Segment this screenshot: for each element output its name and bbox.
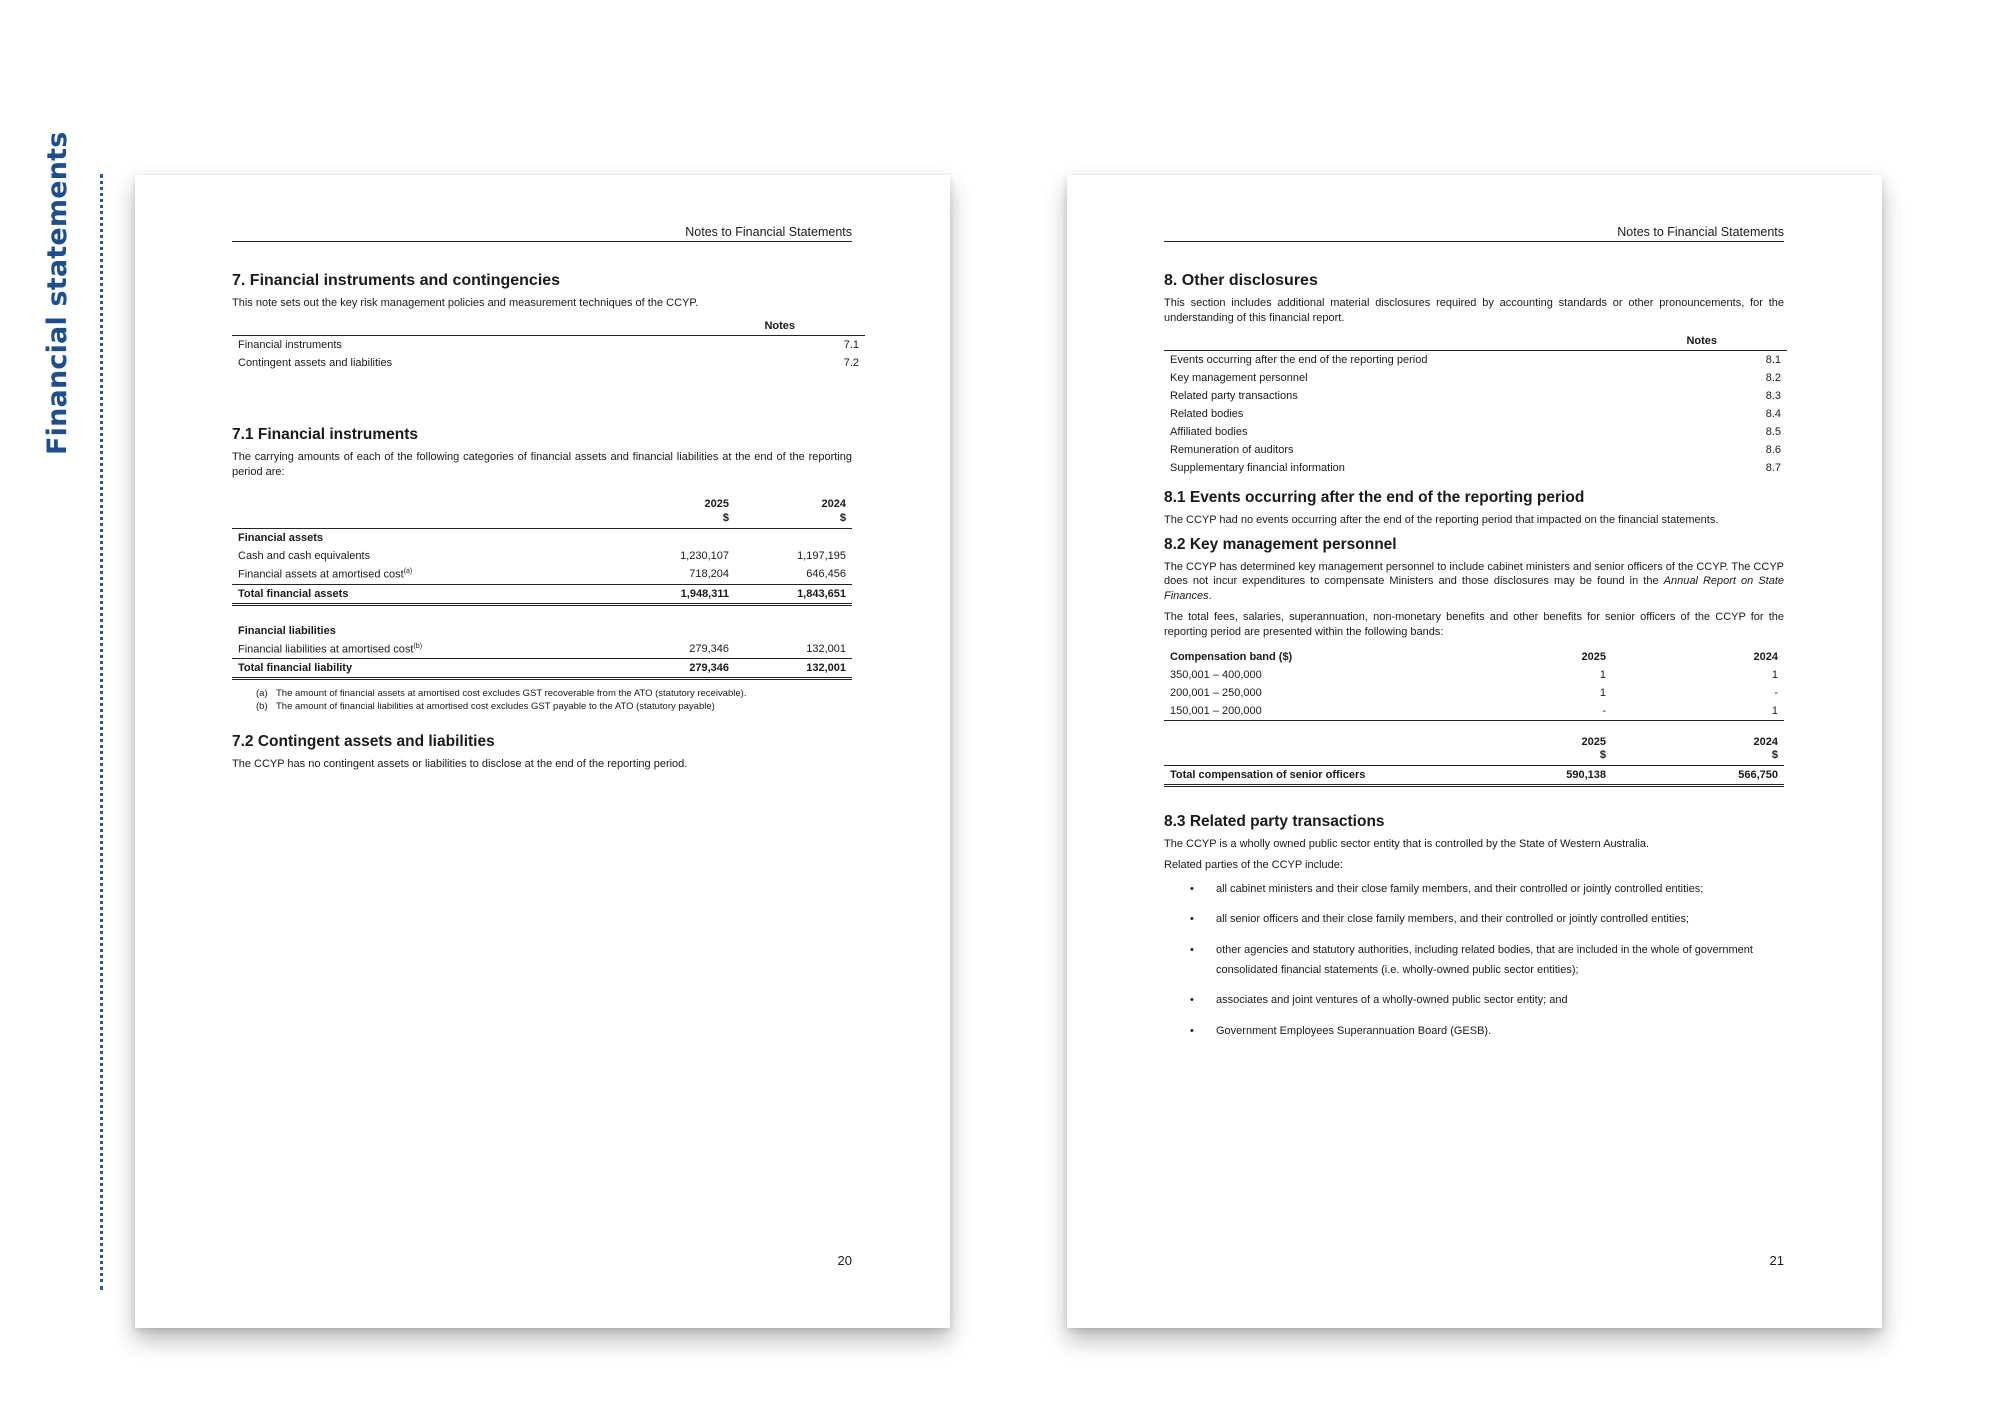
footnote-b: (b) The amount of financial liabilities at amortised cost excludes GST payable to the ATO (statutory payable) xyxy=(256,700,715,712)
subsection-text-8-2b: The total fees, salaries, superannuation, non-monetary benefits and other benefits for senior officers of the CCYP for the reporting period are presented within the following bands: xyxy=(1164,611,1784,638)
notes-column-header: Notes xyxy=(1686,334,1717,347)
page-header: Notes to Financial Statements xyxy=(232,225,852,242)
section-title: 8. Other disclosures xyxy=(1164,272,1318,289)
table-row: Cash and cash equivalents 1,230,107 1,197,195 xyxy=(238,550,846,563)
col-2025: 2025 $ xyxy=(704,497,729,524)
subsection-text-8-3a: The CCYP is a wholly owned public sector entity that is controlled by the State of Western Australia. xyxy=(1164,838,1650,851)
table-row: Remuneration of auditors 8.6 xyxy=(1170,443,1781,456)
subsection-text-8-3b: Related parties of the CCYP include: xyxy=(1164,858,1343,871)
subsection-title-7-2: 7.2 Contingent assets and liabilities xyxy=(232,733,495,751)
table-row xyxy=(232,354,865,372)
side-title: Financial statements xyxy=(42,131,73,455)
group-label: Financial assets xyxy=(232,529,852,548)
notes-index-table xyxy=(232,317,865,372)
subsection-title-8-3: 8.3 Related party transactions xyxy=(1164,813,1385,831)
table-row: Financial liabilities at amortised cost$^{(b)}$ 279,346 132,001 xyxy=(232,640,852,659)
financial-instruments-table xyxy=(232,494,852,681)
side-dotted-rule xyxy=(100,174,103,1290)
total-row: Total financial liability 279,346 132,001 xyxy=(232,659,852,679)
table-row: Key management personnel 8.2 xyxy=(1170,371,1781,384)
table-row: Financial assets at amortised cost$^{(a)}$ 718,204 646,456 xyxy=(232,565,852,584)
page-20 xyxy=(135,175,950,1328)
note-label: Financial instruments xyxy=(238,338,342,351)
related-parties-list xyxy=(1164,879,1784,1041)
note-number: 7.1 xyxy=(843,338,859,351)
group-label: Financial liabilities xyxy=(238,624,336,637)
subsection-title-8-2: 8.2 Key management personnel xyxy=(1164,535,1397,553)
total-row: Total compensation of senior officers 590,138 566,750 xyxy=(1164,766,1784,786)
table-row: 350,001 – 400,000 1 1 xyxy=(1170,668,1778,681)
subsection-text-7-2: The CCYP has no contingent assets or liabilities to disclose at the end of the reporting period. xyxy=(232,758,688,771)
section-intro: This note sets out the key risk management policies and measurement techniques of the CCYP. xyxy=(232,297,699,309)
subsection-text-8-2a: The CCYP has determined key management personnel to include cabinet ministers and senior officers of the CCYP. The CCYP does not incur expenditures to compensate Ministers and those disclosures may be found in the Annual Report on State Finances. xyxy=(1164,560,1785,603)
note-label: Contingent assets and liabilities xyxy=(238,356,393,369)
section-title: 7. Financial instruments and contingencies xyxy=(232,272,561,289)
table-row: Related bodies 8.4 xyxy=(1170,407,1781,420)
list-item: • other agencies and statutory authorities, including related bodies, that are included in the whole of government consolidated financial statements (i.e. wholly-owned public sector entities); xyxy=(1216,940,1784,981)
subsection-title-8-1: 8.1 Events occurring after the end of the reporting period xyxy=(1164,488,1585,506)
table-row xyxy=(232,336,865,354)
subsection-text-8-1: The CCYP had no events occurring after the end of the reporting period that impacted on the financial statements. xyxy=(1164,513,1719,526)
table-row: 150,001 – 200,000 - 1 xyxy=(1164,702,1784,721)
table-row: 200,001 – 250,000 1 - xyxy=(1170,686,1778,699)
subsection-text-7-1: The carrying amounts of each of the following categories of financial assets and financial liabilities at the end of the reporting period are: xyxy=(232,450,852,478)
compensation-bands-table: Compensation band ($) 2025 2024 350,001 – 400,000 1 1 200,001 – 250,000 1 - 150,001 – 200,000 - 1 2025 $ 2024 $ Total compensation of senior officers 590,138 566,750 xyxy=(1164,648,1784,787)
section-intro: This section includes additional material disclosures required by accounting standards or other pronouncements, for the understanding of this financial report. xyxy=(1164,297,1784,324)
list-item: • Government Employees Superannuation Board (GESB). xyxy=(1216,1021,1784,1041)
notes-column-header: Notes xyxy=(764,319,795,332)
page-header: Notes to Financial Statements xyxy=(1164,225,1784,242)
total-row: Total financial assets 1,948,311 1,843,651 xyxy=(232,584,852,604)
page-number: 20 xyxy=(837,1253,852,1268)
table-row: Affiliated bodies 8.5 xyxy=(1170,425,1781,438)
table-row: Related party transactions 8.3 xyxy=(1170,389,1781,402)
list-item: • all cabinet ministers and their close family members, and their controlled or jointly controlled entities; xyxy=(1216,879,1784,899)
notes-index-table xyxy=(1164,332,1787,477)
table-row: Supplementary financial information 8.7 xyxy=(1170,461,1781,474)
subsection-title-7-1: 7.1 Financial instruments xyxy=(232,425,419,443)
footnote-a: (a) The amount of financial assets at amortised cost excludes GST recoverable from the ATO (statutory receivable). xyxy=(256,688,747,700)
note-number: 7.2 xyxy=(843,356,859,369)
page-21 xyxy=(1067,175,1882,1328)
table-row: Events occurring after the end of the reporting period 8.1 xyxy=(1170,353,1781,366)
list-item: • associates and joint ventures of a wholly-owned public sector entity; and xyxy=(1216,990,1784,1010)
page-number: 21 xyxy=(1769,1253,1784,1268)
col-2024: 2024 $ xyxy=(821,497,846,524)
list-item: • all senior officers and their close family members, and their controlled or jointly controlled entities; xyxy=(1216,909,1784,929)
